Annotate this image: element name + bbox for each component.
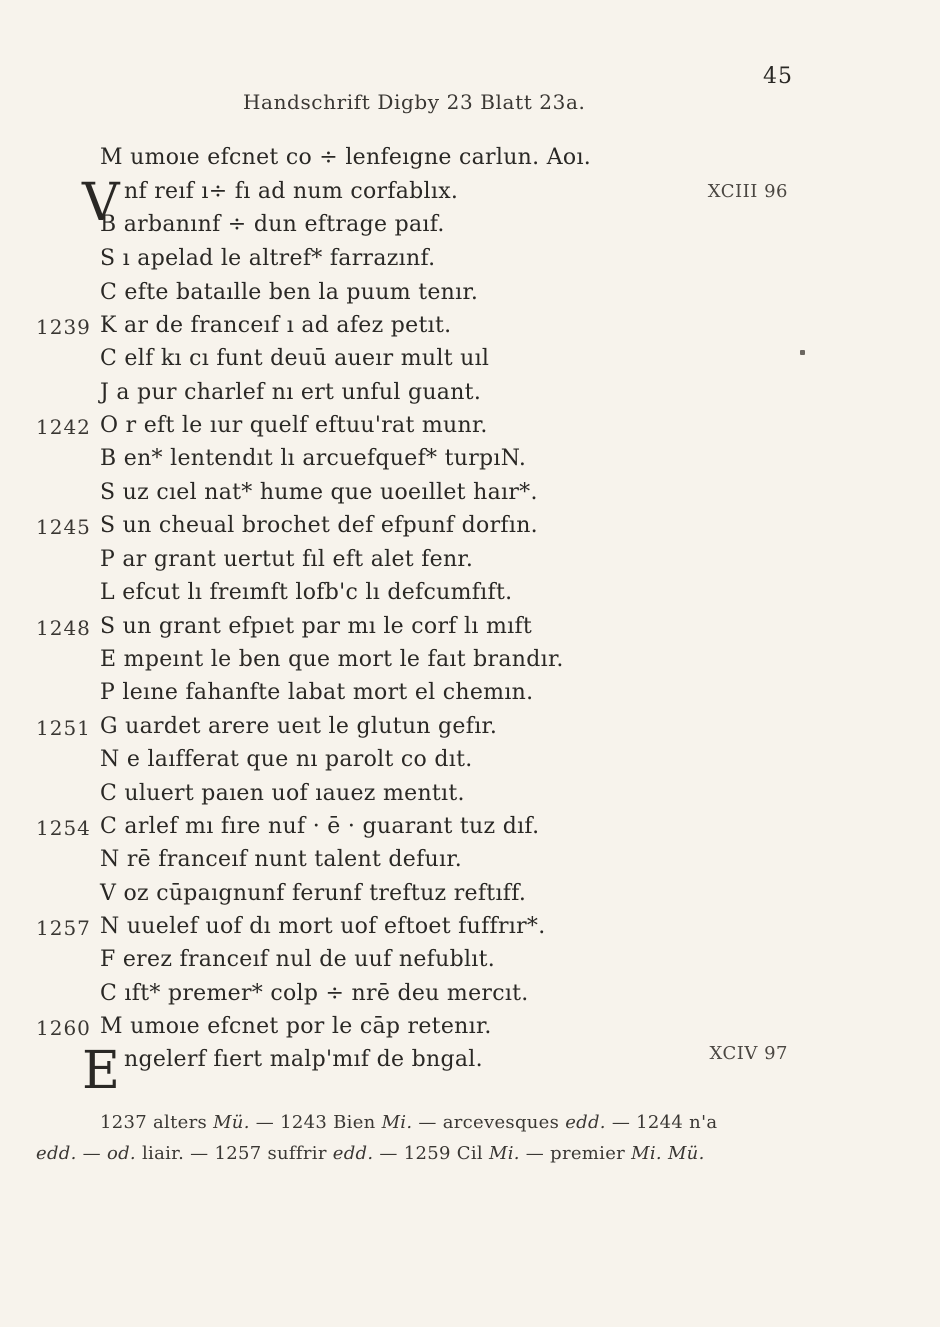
footnote-segment: od. [106, 1143, 136, 1164]
verse-line: J a pur charlef nı ert unful guant. [100, 380, 482, 405]
footnote-segment: 1237 alters [100, 1112, 214, 1133]
footnote-segment: edd. [332, 1143, 374, 1164]
verse-line: M umoıe efcnet co ÷ lenfeıgne carlun. Aoı. [100, 145, 592, 170]
footnote-segment: Mi. [488, 1143, 520, 1164]
verse-line: C elf kı cı funt deuū aueır mult uıl [100, 346, 490, 371]
verse-line: F erez franceıf nul de uuf nefublıt. [100, 947, 496, 972]
verse-line: O r eft le ıur quelf eftuu'rat munr. [100, 413, 488, 438]
verse-line: P ar grant uertut fıl eft alet fenr. [100, 547, 474, 572]
verse-line: nf reıf ı÷ fı ad num corfablıx. [124, 179, 459, 204]
footnote-segment: — 1243 Bien [249, 1112, 382, 1133]
verse-line: E mpeınt le ben que mort le faıt brandır. [100, 647, 564, 672]
footnote-segment: Mi. [381, 1112, 413, 1133]
initial-capital: E [82, 1041, 120, 1101]
footnote-segment: — arcevesques [412, 1112, 566, 1133]
footnote-segment: edd. [36, 1143, 77, 1164]
line-number: 1251 [36, 716, 91, 740]
verse-line: G uardet arere ueıt le glutun gefır. [100, 714, 498, 739]
verse-line: N uuelef uof dı mort uof eftoet fuffrır*. [100, 914, 546, 939]
verse-line: P leıne fahanfte labat mort el chemın. [100, 680, 534, 705]
verse-line: B arbanınf ÷ dun eftrage paıf. [100, 212, 445, 237]
line-number: 1254 [36, 816, 91, 840]
footnote-segment: — 1244 n'a [605, 1112, 718, 1133]
verse-line: S un cheual brochet def efpunf dorfın. [100, 513, 538, 538]
verse-line: C ıft* premer* colp ÷ nrē deu mercıt. [100, 981, 529, 1006]
footnote-line-1 [100, 1112, 717, 1133]
line-number: 1239 [36, 315, 91, 339]
footnote-segment: edd. [565, 1112, 606, 1133]
line-number: 1257 [36, 916, 91, 940]
footnote-segment: Mi. Mü. [631, 1143, 705, 1164]
verse-line: M umoıe efcnet por le cāp retenır. [100, 1014, 492, 1039]
margin-speck [800, 350, 805, 355]
verse-line: L efcut lı freımft lofb'c lı defcumfıft. [100, 580, 513, 605]
verse-line: N e laıfferat que nı parolt co dıt. [100, 747, 473, 772]
line-number: 1248 [36, 616, 91, 640]
verse-line: S un grant efpıet par mı le corf lı mıft [100, 614, 533, 639]
margin-reference: XCIV 97 [709, 1043, 788, 1064]
verse-line: ngelerf fıert malp'mıf de bngal. [124, 1047, 483, 1072]
margin-reference: XCIII 96 [707, 181, 788, 202]
footnote-segment: — 1259 Cil [373, 1143, 489, 1164]
initial-capital: V [82, 173, 120, 233]
footnote-segment: — premier [519, 1143, 632, 1164]
page-number: 45 [763, 64, 793, 89]
footnote-segment: Mü. [213, 1112, 250, 1133]
running-head: Handschrift Digby 23 Blatt 23a. [243, 90, 586, 114]
verse-line: S ı apelad le altref* farrazınf. [100, 246, 436, 271]
verse-line: C uluert paıen uof ıauez mentıt. [100, 781, 465, 806]
verse-line: C efte bataılle ben la puum tenır. [100, 280, 479, 305]
line-number: 1245 [36, 515, 91, 539]
footnote-segment: — [76, 1143, 107, 1164]
verse-line: N rē franceıf nunt talent defuır. [100, 847, 463, 872]
footnote-segment: liair. — 1257 suffrir [135, 1143, 333, 1164]
verse-line: K ar de franceıf ı ad afez petıt. [100, 313, 452, 338]
verse-line: S uz cıel nat* hume que uoeıllet haır*. [100, 480, 538, 505]
verse-line: C arlef mı fıre nuf · ē · guarant tuz dıf. [100, 814, 540, 839]
line-number: 1260 [36, 1016, 91, 1040]
footnote-line-2 [36, 1143, 705, 1164]
verse-line: V oz cūpaıgnunf ferunf treftuz reftıff. [100, 881, 527, 906]
line-number: 1242 [36, 415, 91, 439]
verse-line: B en* lentendıt lı arcuefquef* turpıN. [100, 446, 527, 471]
